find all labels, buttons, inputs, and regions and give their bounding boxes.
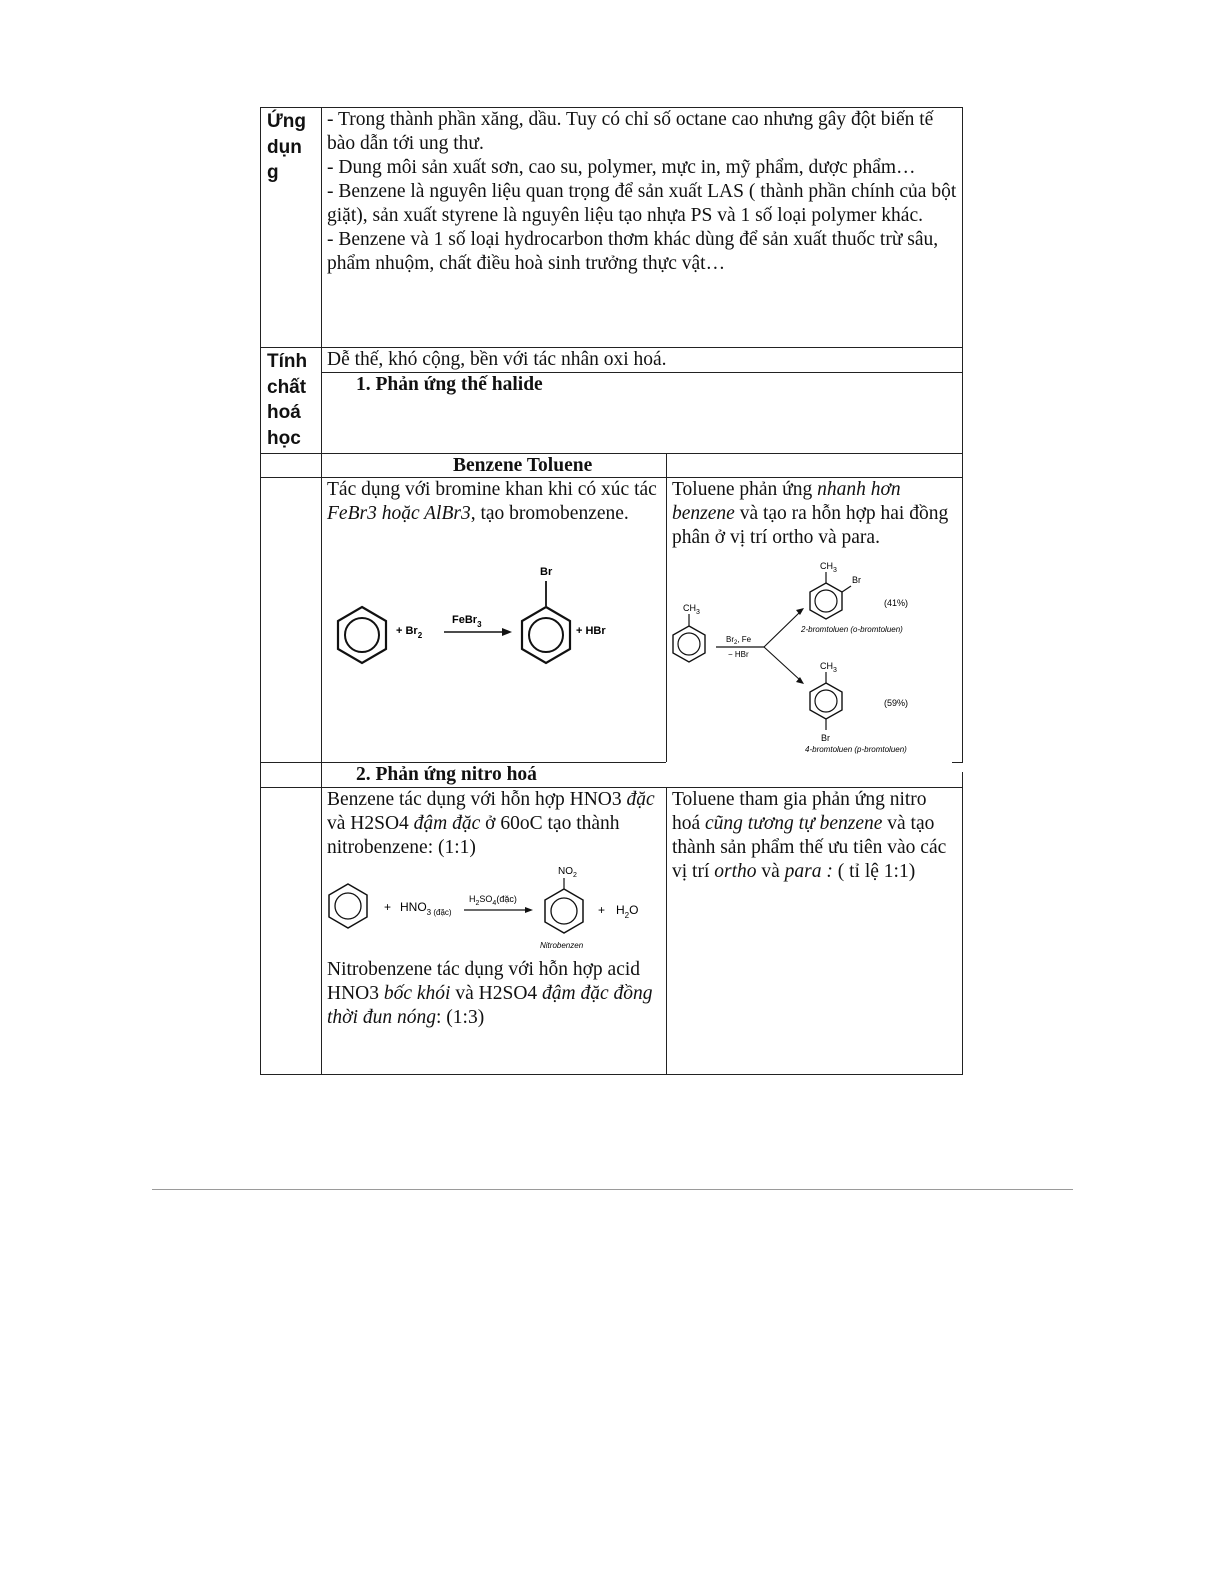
toluene-bromination-scheme [668, 552, 958, 770]
column-divider [321, 107, 322, 1075]
text-span: ( tỉ lệ 1:1) [832, 861, 916, 882]
text-span: và H2SO4 [327, 813, 414, 834]
halide-column-divider [666, 453, 667, 762]
nitro-benzene-text-2 [327, 958, 661, 1030]
byproduct-label: + HBr [576, 625, 606, 637]
conditions-bottom: − HBr [728, 650, 749, 659]
label-line: dụn [267, 136, 302, 158]
application-item: - Dung môi sản xuất sơn, cao su, polymer, mực in, mỹ phẩm, dược phẩm… [327, 157, 916, 178]
product-name: Nitrobenzen [540, 941, 584, 950]
chemistry-table [260, 107, 963, 1075]
halide-toluene-text [672, 478, 957, 550]
label-line: học [267, 427, 301, 449]
nitro-toluene-text [672, 788, 957, 884]
methyl-label: $CH_3$ [683, 603, 700, 616]
emphasis-text: đặc [626, 789, 655, 810]
text-span: , tạo bromobenzene. [470, 503, 629, 524]
text-span: Toluene phản ứng [672, 479, 818, 500]
text-span: và tạo thành sản phẩm thế ưu tiên vào các vị trí [672, 813, 947, 882]
table-border-right [962, 107, 963, 763]
text-span: Tác dụng với bromine khan khi có xúc tác [327, 479, 657, 500]
branch-arrows-icon [716, 608, 804, 684]
text-span: và tạo ra hỗn hợp hai đồng phân ở vị trí ortho và para. [672, 503, 949, 548]
benzene-bromination-scheme [326, 555, 626, 685]
table-border-bottom [260, 1074, 963, 1075]
benzene-ring-icon [338, 607, 386, 663]
section-nitro-title: 2. Phản ứng nitro hoá [356, 764, 537, 785]
water-label: $H_2O$ [616, 903, 639, 920]
text-span: : (1:3) [436, 1007, 485, 1028]
text-span: Toluene tham gia phản ứng nitro hoá [672, 789, 927, 834]
properties-summary: Dễ thế, khó cộng, bền với tác nhân oxi hoá. [327, 349, 667, 370]
halide-benzene-text [327, 478, 661, 526]
compare-header: Benzene Toluene [453, 455, 593, 476]
plus-sign: + [598, 903, 606, 917]
ortho-percent: (41%) [884, 598, 909, 608]
text-span: Nitrobenzene tác dụng với hỗn hợp acid HNO3 [327, 959, 641, 1004]
label-tinh-chat [267, 349, 319, 451]
table-border-left [260, 107, 261, 1075]
emphasis-text: para : [784, 861, 833, 882]
table-border-right-lower [962, 772, 963, 1075]
nitro-benzene-text [327, 788, 661, 860]
label-ung-dung [267, 109, 319, 186]
nitro-column-divider [666, 787, 667, 1075]
label-line: chất [267, 376, 307, 398]
emphasis-text: bốc khói [383, 983, 451, 1004]
nitrobenzene-ring-icon [545, 878, 583, 933]
para-percent: (59%) [884, 698, 909, 708]
application-item: - Benzene và 1 số loại hydrocarbon thơm khác dùng để sản xuất thuốc trừ sâu, phẩm nhuộm, chất điều hoà sinh trưởng thực vật… [327, 229, 939, 274]
nitro-group-label: $NO_2$ [558, 866, 577, 879]
bromine-substituent: Br [540, 566, 553, 578]
catalyst-text: FeBr3 hoặc AlBr3 [327, 503, 471, 524]
toluene-ring-icon [673, 614, 705, 662]
label-line: Ứng [267, 111, 306, 132]
application-item: - Trong thành phần xăng, dầu. Tuy có chỉ số octane cao nhưng gây đột biến tế bào dẫn tới ung thư. [327, 109, 934, 154]
para-product-ring-icon [810, 672, 842, 730]
conditions-top: $Br_2$, Fe [726, 635, 752, 646]
emphasis-text: đậm đặc đồng thời đun nóng [327, 983, 653, 1028]
emphasis-text: nhanh hơn benzene [672, 479, 901, 524]
reagent-label: + $Br_2$ [396, 625, 423, 640]
emphasis-text: ortho [714, 861, 757, 882]
reaction-arrow-icon [444, 628, 512, 636]
para-bromine-label: Br [821, 733, 830, 743]
ortho-product-name: 2-bromtoluen (o-bromtoluen) [801, 625, 903, 634]
text-span: ở 60oC tạo thành nitrobenzene: (1:1) [327, 813, 620, 858]
sulfuric-acid-label: $H_2SO_4(đặc)$ [469, 894, 517, 907]
emphasis-text: cũng tương tự benzene [705, 813, 883, 834]
label-line: hoá [267, 402, 301, 423]
text-span: và [756, 861, 785, 882]
label-line: g [267, 162, 279, 183]
para-methyl-label: $CH_3$ [820, 661, 837, 674]
nitration-scheme [326, 862, 656, 960]
section-halide-title: 1. Phản ứng thế halide [356, 374, 543, 395]
ortho-bromine-label: Br [852, 575, 861, 585]
application-item: - Benzene là nguyên liệu quan trọng để sản xuất LAS ( thành phần chính của bột giặt), sản xuất styrene là nguyên liệu tạo nhựa PS và 1 số loại polymer khác. [327, 181, 957, 226]
emphasis-text: đậm đặc [413, 813, 481, 834]
nitric-acid-label: $HNO_{3 (đặc)}$ [400, 900, 452, 917]
applications-text [327, 108, 957, 276]
label-line: Tính [267, 351, 308, 372]
text-span: Benzene tác dụng với hỗn hợp HNO3 [327, 789, 627, 810]
text-span: và H2SO4 [450, 983, 543, 1004]
ortho-product-ring-icon [810, 572, 851, 619]
ortho-methyl-label: $CH_3$ [820, 561, 837, 574]
para-product-name: 4-bromtoluen (p-bromtoluen) [805, 745, 907, 754]
benzene-ring-icon [329, 884, 367, 928]
reaction-arrow-icon [464, 907, 533, 913]
plus-sign: + [384, 900, 392, 914]
bromobenzene-ring-icon [522, 581, 570, 663]
catalyst-label: FeBr$_3$ [452, 614, 482, 629]
page-footer-divider [152, 1189, 1073, 1190]
